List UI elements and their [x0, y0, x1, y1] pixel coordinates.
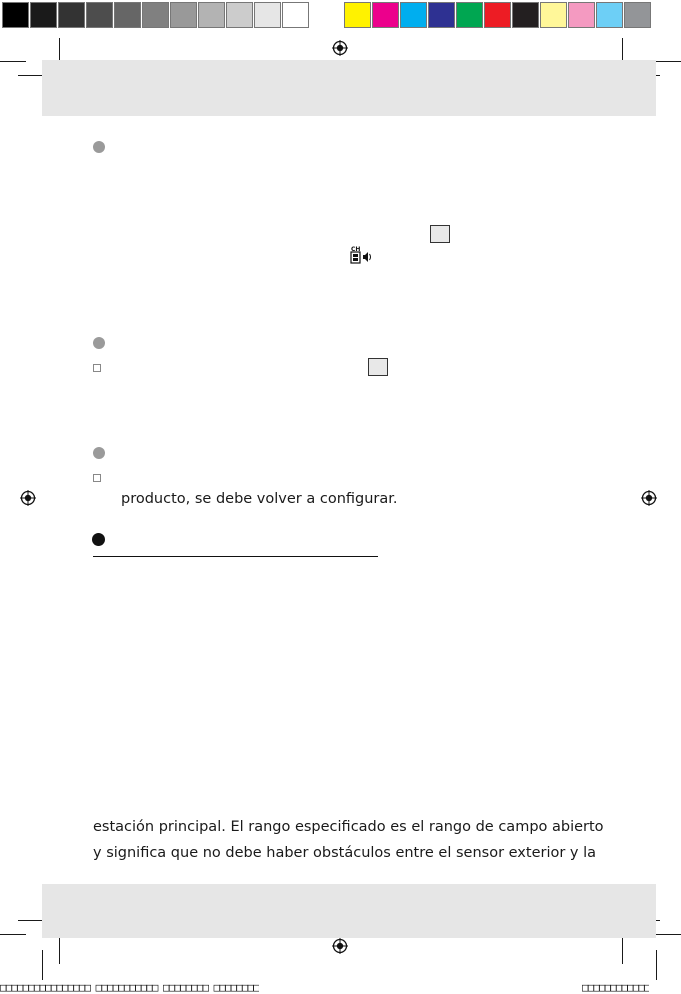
list-checkbox-icon — [93, 474, 101, 482]
calibration-swatch — [596, 2, 623, 28]
calibration-swatch — [58, 2, 85, 28]
calibration-swatch — [282, 2, 309, 28]
calibration-swatch — [372, 2, 399, 28]
key-box — [430, 225, 450, 243]
registration-mark-icon — [641, 490, 657, 506]
calibration-swatch — [226, 2, 253, 28]
calibration-swatch — [568, 2, 595, 28]
list-checkbox-icon — [93, 364, 101, 372]
calibration-swatch — [114, 2, 141, 28]
registration-mark-icon — [332, 40, 348, 56]
section-bullet — [93, 337, 105, 349]
crop-mark-bottom-left-v2 — [42, 950, 43, 980]
calibration-swatch — [344, 2, 371, 28]
crop-mark-bottom-right-v — [622, 934, 623, 964]
heading-underline — [93, 556, 378, 557]
calibration-swatch — [428, 2, 455, 28]
svg-text:CH: CH — [351, 246, 361, 253]
footer-code-right: □□□□□□□□□□□□ — [582, 981, 650, 994]
section-bullet-dark — [92, 533, 105, 546]
crop-mark-top-left-h2 — [18, 75, 42, 76]
header-band — [42, 60, 656, 116]
calibration-swatch — [198, 2, 225, 28]
calibration-swatch — [540, 2, 567, 28]
crop-mark-top-left-h — [0, 61, 26, 62]
channel-speaker-icon — [350, 245, 374, 265]
calibration-swatch — [456, 2, 483, 28]
crop-mark-bottom-left-h — [18, 920, 42, 921]
calibration-swatch — [2, 2, 29, 28]
crop-mark-bottom-right-v2 — [656, 950, 657, 980]
key-box — [368, 358, 388, 376]
calibration-swatch — [624, 2, 651, 28]
footer-code-left: □□□□□□□□□□□□□□□□ □□□□□□□□□□□ □□□□□□□□ □□□□□□□□ — [0, 981, 259, 994]
registration-mark-icon — [20, 490, 36, 506]
body-line: y significa que no debe haber obstáculos entre el sensor exterior y la — [93, 845, 597, 861]
section-bullet — [93, 141, 105, 153]
registration-mark-icon — [332, 938, 348, 954]
crop-mark-bottom-left-v — [59, 934, 60, 964]
calibration-swatch — [86, 2, 113, 28]
calibration-swatch — [484, 2, 511, 28]
calibration-swatch — [400, 2, 427, 28]
section-bullet — [93, 447, 105, 459]
crop-mark-top-right-h — [655, 61, 681, 62]
calibration-swatch — [512, 2, 539, 28]
body-line: estación principal. El rango especificado es el rango de campo abierto — [93, 819, 604, 835]
calibration-swatch — [142, 2, 169, 28]
calibration-swatch — [254, 2, 281, 28]
calibration-swatch — [170, 2, 197, 28]
calibration-swatch — [30, 2, 57, 28]
crop-mark-bottom-left-h2 — [0, 934, 26, 935]
crop-mark-bottom-right-h2 — [655, 934, 681, 935]
footer-band — [42, 884, 656, 938]
body-line: producto, se debe volver a configurar. — [121, 491, 398, 507]
